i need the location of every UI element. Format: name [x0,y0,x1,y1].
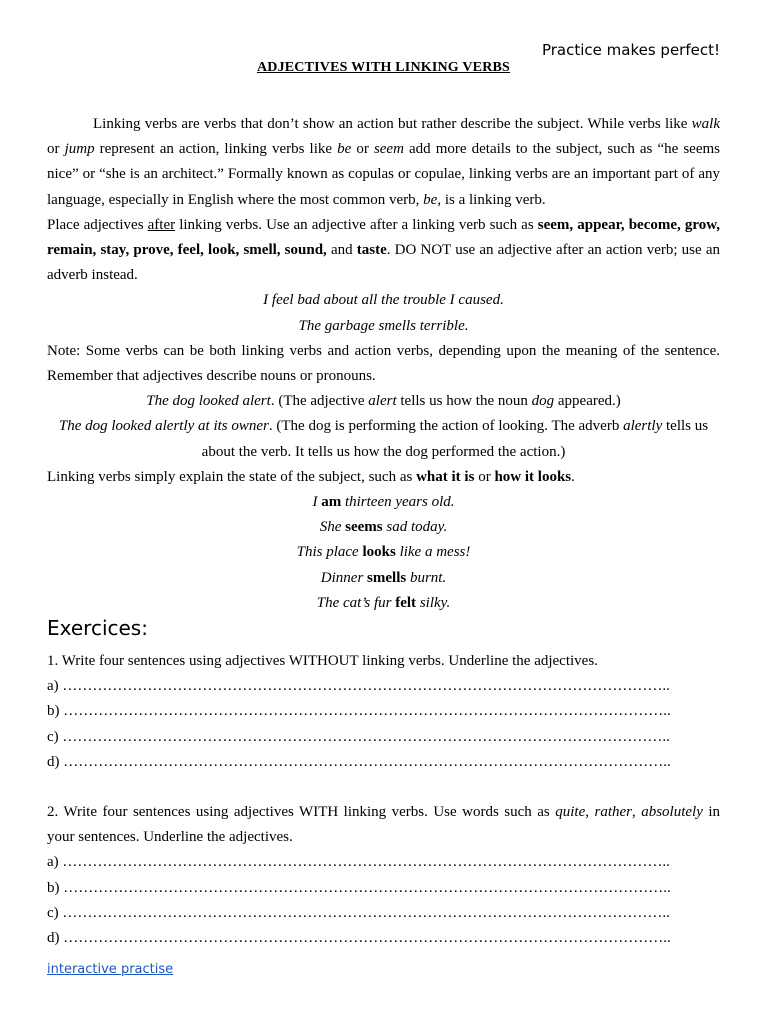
exercise-1-prompt: 1. Write four sentences using adjectives WITHOUT linking verbs. Underline the adjectives. [47,653,598,669]
answer-line-a[interactable]: a) ………………………………………………………………………………………………………….. [47,854,670,871]
exercise-2 [47,800,720,951]
answer-line-c[interactable]: c) ………………………………………………………………………………………………………….. [47,728,670,745]
linking-example: This place looks like a mess! [296,544,471,561]
answer-line-a[interactable]: a) ………………………………………………………………………………………………………….. [47,678,670,695]
answer-line-b[interactable]: b) ………………………………………………………………………………………………………….. [47,879,671,896]
intro-paragraph: Linking verbs are verbs that don’t show an action but rather describe the subject. While verbs like walk or jump represent an action, linking verbs like be or seem add more details to the subject, such as “he seems nice” or “she is an architect.” Formally known as copulas or copulae, linking verbs are an important part of any language, especially in English where the most common verb, be, is a linking verb. [47,116,721,208]
rule-paragraph: Place adjectives after linking verbs. Use an adjective after a linking verb such as seem, appear, become, grow, remain, stay, prove, feel, look, smell, sound, and taste. DO NOT use an adjective after an action verb; use an adverb instead. [47,216,720,284]
linking-example: She seems sad today. [319,519,448,536]
linking-example: I am thirteen years old. [312,494,455,511]
page-title: ADJECTIVES WITH LINKING VERBS [256,60,511,75]
answer-line-d[interactable]: d) ………………………………………………………………………………………………………….. [47,930,671,947]
example-sentence: The garbage smells terrible. [298,317,469,334]
interactive-practise-link[interactable]: interactive practise [47,962,174,977]
exercise-2-prompt: 2. Write four sentences using adjectives WITH linking verbs. Use words such as quite, rather, absolutely in your sentences. Underline the adjectives. [47,804,721,846]
dog-example-adverb: The dog looked alertly at its owner. (The dog is performing the action of looking. The adverb alertly tells us about the verb. It tells us how the dog performed the action.) [58,418,709,460]
linking-example: The cat’s fur felt silky. [316,594,451,611]
example-sentence: I feel bad about all the trouble I caused. [263,292,504,309]
answer-line-b[interactable]: b) ………………………………………………………………………………………………………….. [47,703,671,720]
exercises-heading: Exercices: [47,616,148,640]
linking-example: Dinner smells burnt. [320,569,447,586]
tagline: Practice makes perfect! [541,41,720,59]
answer-line-c[interactable]: c) ………………………………………………………………………………………………………….. [47,904,670,921]
exercise-1 [47,649,720,775]
dog-example-adjective: The dog looked alert. (The adjective alert tells us how the noun dog appeared.) [146,393,621,410]
answer-line-d[interactable]: d) ………………………………………………………………………………………………………….. [47,753,671,770]
state-paragraph: Linking verbs simply explain the state of the subject, such as what it is or how it looks. [47,468,575,485]
lesson-body [47,112,720,616]
note-paragraph: Note: Some verbs can be both linking verbs and action verbs, depending upon the meaning of the sentence. Remember that adjectives describe nouns or pronouns. [47,342,720,385]
